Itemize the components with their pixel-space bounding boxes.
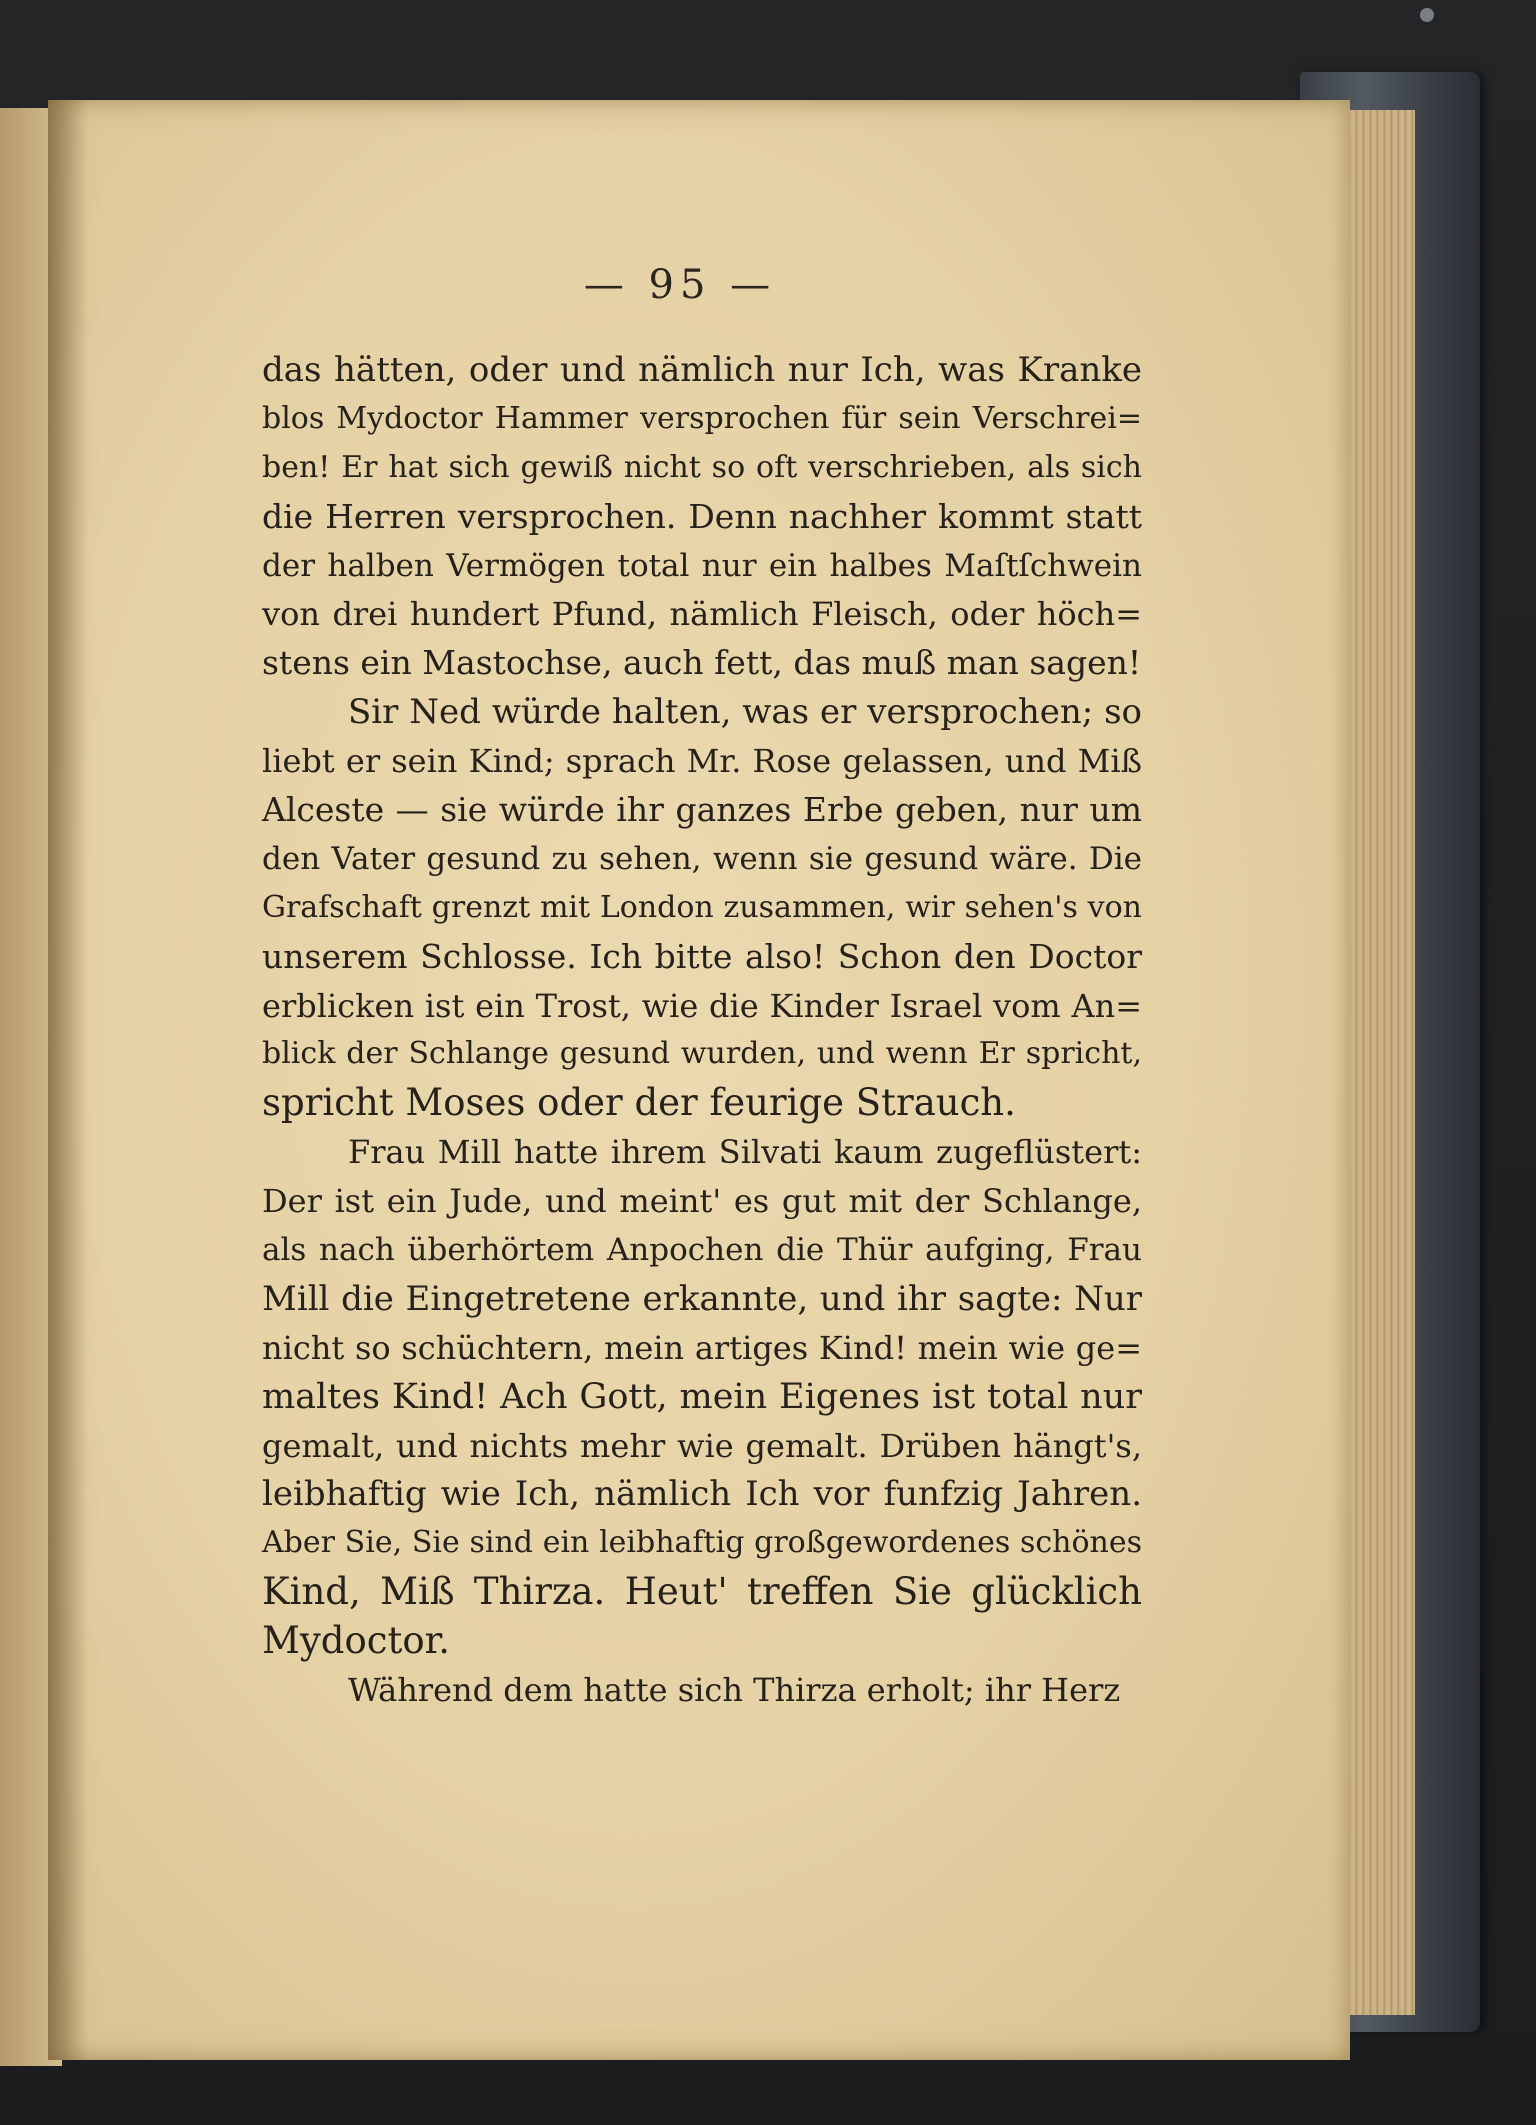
text-line: das hätten, oder und nämlich nur Ich, was Kranke xyxy=(262,350,1142,390)
text-line: Mill die Eingetretene erkannte, und ihr sagte: Nur xyxy=(262,1278,1142,1319)
text-line: Grafschaft grenzt mit London zusammen, wir sehen's von xyxy=(262,889,1142,925)
text-line: liebt er sein Kind; sprach Mr. Rose gelassen, und Miß xyxy=(262,742,1142,781)
page-number-header: — 95 — xyxy=(583,262,777,308)
page-fore-edge xyxy=(1345,110,1415,2015)
text-line: spricht Moses oder der feurige Strauch. xyxy=(262,1081,1016,1125)
text-line: der halben Vermögen total nur ein halbes Maſtſchwein xyxy=(262,547,1142,584)
text-line: Kind, Miß Thirza. Heut' treffen Sie glücklich xyxy=(262,1570,1142,1614)
text-line: Frau Mill hatte ihrem Silvati kaum zugeflüstert: xyxy=(348,1133,1142,1172)
text-line: blick der Schlange gesund wurden, und wenn Er spricht, xyxy=(262,1036,1142,1072)
body-text xyxy=(262,346,1142,1776)
text-line: den Vater gesund zu sehen, wenn sie gesund wäre. Die xyxy=(262,840,1142,877)
pin-icon xyxy=(1420,8,1434,22)
text-line: blos Mydoctor Hammer versprochen für sein Verschrei= xyxy=(262,400,1142,436)
text-line: unserem Schlosse. Ich bitte also! Schon den Doctor xyxy=(262,936,1142,976)
text-line: die Herren versprochen. Denn nachher kommt statt xyxy=(262,496,1142,536)
text-line: leibhaftig wie Ich, nämlich Ich vor funfzig Jahren. xyxy=(262,1474,1142,1515)
text-line: Sir Ned würde halten, was er versprochen; so xyxy=(348,692,1142,733)
text-line: ben! Er hat sich gewiß nicht so oft verschrieben, als sich xyxy=(262,449,1142,485)
text-line: erblicken ist ein Trost, wie die Kinder Israel vom An= xyxy=(262,986,1142,1025)
text-line: Der ist ein Jude, und meint' es gut mit der Schlange, xyxy=(262,1182,1142,1221)
text-line: nicht so schüchtern, mein artiges Kind! mein wie ge= xyxy=(262,1328,1142,1367)
text-line: maltes Kind! Ach Gott, mein Eigenes ist total nur xyxy=(262,1376,1142,1417)
text-line: gemalt, und nichts mehr wie gemalt. Drüben hängt's, xyxy=(262,1426,1142,1465)
text-line: als nach überhörtem Anpochen die Thür aufging, Frau xyxy=(262,1232,1142,1269)
gutter-shadow xyxy=(48,100,88,2060)
text-line: Mydoctor. xyxy=(262,1619,450,1663)
text-line: Während dem hatte sich Thirza erholt; ihr Herz xyxy=(348,1671,1121,1710)
text-line: von drei hundert Pfund, nämlich Fleisch, oder höch= xyxy=(262,595,1142,634)
text-line: Aber Sie, Sie sind ein leibhaftig großgewordenes schönes xyxy=(262,1525,1142,1561)
text-line: Alceste — sie würde ihr ganzes Erbe geben, nur um xyxy=(262,790,1142,830)
text-line: stens ein Mastochse, auch fett, das muß man sagen! xyxy=(262,643,1142,683)
